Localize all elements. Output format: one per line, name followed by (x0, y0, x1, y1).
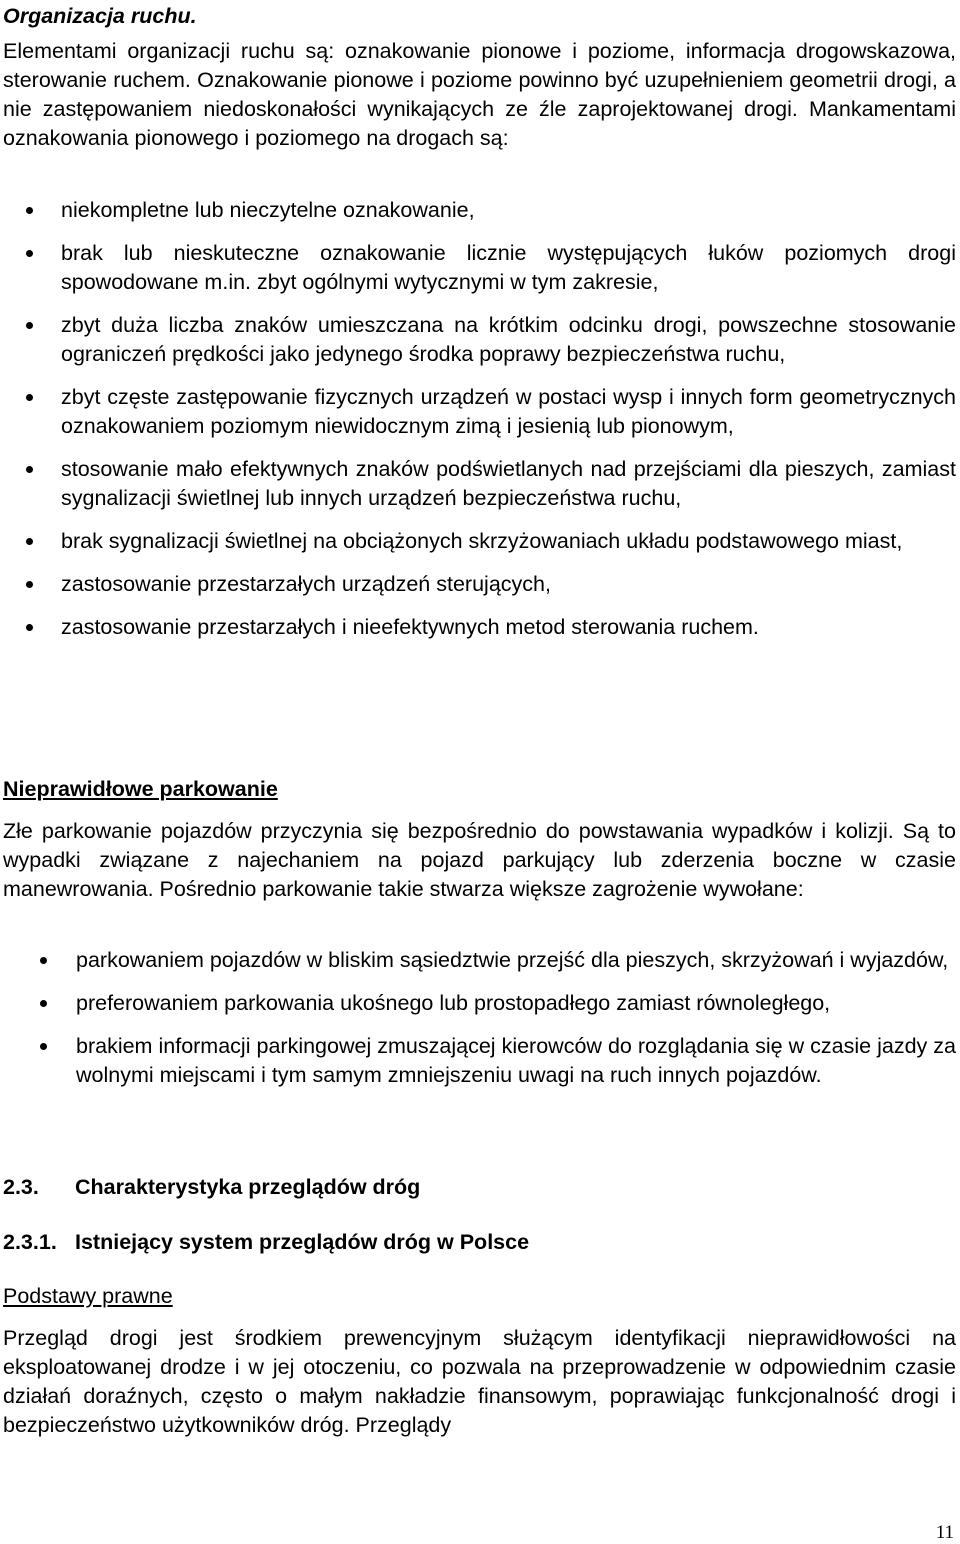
list-item-text: brak sygnalizacji świetlnej na obciążonych skrzyżowaniach układu podstawowego miast, (61, 529, 903, 553)
bullet-icon (40, 1000, 47, 1007)
paragraph-przeglad-drogi: Przegląd drogi jest środkiem prewencyjnym służącym identyfikacji nieprawidłowości na eksploatowanej drodze i w jej otoczeniu, co pozwala na przeprowadzenie w odpowiednim czasie działań doraźnych, często o małym nakładzie finansowym, poprawiając funkcjonalność drogi i bezpieczeństwo użytkowników dróg. Przeglądy (3, 1326, 956, 1437)
list-item-text: stosowanie mało efektywnych znaków podświetlanych nad przejściami dla pieszych, zamiast sygnalizacji świetlnej lub innych urządzeń bezpieczeństwa ruchu, (61, 457, 956, 510)
bullet-icon (40, 1043, 47, 1050)
bullet-icon (26, 394, 33, 401)
bullet-icon (26, 322, 33, 329)
list-item (61, 239, 956, 297)
bullet-icon (40, 957, 47, 964)
section-heading-organizacja: Organizacja ruchu. (3, 4, 197, 28)
list-item-text: zbyt częste zastępowanie fizycznych urządzeń w postaci wysp i innych form geometrycznych oznakowaniem poziomym niewidocznym zimą i jesienią lub pionowym, (61, 385, 956, 438)
section-number: 2.3. (3, 1175, 39, 1199)
list-item (76, 946, 956, 975)
bullet-icon (26, 581, 33, 588)
list-item (61, 527, 956, 556)
list-item-text: zbyt duża liczba znaków umieszczana na krótkim odcinku drogi, powszechne stosowanie ograniczeń prędkości jako jedynego środka poprawy bezpieczeństwa ruchu, (61, 313, 956, 366)
list-item (61, 570, 956, 599)
list-item (76, 989, 956, 1018)
list-item (76, 1032, 956, 1090)
section-heading-charakterystyka (3, 1173, 956, 1202)
section-title: Charakterystyka przeglądów dróg (75, 1175, 421, 1199)
list-item (61, 455, 956, 513)
section-heading-parkowanie: Nieprawidłowe parkowanie (3, 777, 278, 801)
subheading-podstawy-prawne: Podstawy prawne (3, 1284, 173, 1308)
bullet-icon (26, 624, 33, 631)
bullet-list-zagrozenia (76, 946, 956, 1090)
section-heading-istniejacy-system (3, 1228, 956, 1257)
list-item-text: brak lub nieskuteczne oznakowanie licznie występujących łuków poziomych drogi spowodowane m.in. zbyt ogólnymi wytycznymi w tym zakresie, (61, 241, 956, 294)
paragraph-parkowanie-intro: Złe parkowanie pojazdów przyczynia się bezpośrednio do powstawania wypadków i kolizji. Są to wypadki związane z najechaniem na pojazd parkujący lub zderzenia boczne w czasie manewrowania. Pośrednio parkowanie takie stwarza większe zagrożenie wywołane: (3, 819, 956, 901)
bullet-icon (26, 466, 33, 473)
list-item-text: zastosowanie przestarzałych i nieefektywnych metod sterowania ruchem. (61, 615, 759, 639)
list-item (61, 383, 956, 441)
bullet-icon (26, 207, 33, 214)
list-item-text: parkowaniem pojazdów w bliskim sąsiedztwie przejść dla pieszych, skrzyżowań i wyjazdów, (76, 948, 949, 972)
section-title: Istniejący system przeglądów dróg w Polsce (75, 1230, 530, 1254)
list-item-text: niekompletne lub nieczytelne oznakowanie, (61, 198, 475, 222)
section-number: 2.3.1. (3, 1230, 57, 1254)
list-item (61, 613, 956, 642)
paragraph-organizacja-intro: Elementami organizacji ruchu są: oznakowanie pionowe i poziome, informacja drogowskazowa, sterowanie ruchem. Oznakowanie pionowe i poziome powinno być uzupełnieniem geometrii drogi, a nie zastępowaniem niedoskonałości wynikających ze źle zaprojektowanej drogi. Mankamentami oznakowania pionowego i poziomego na drogach są: (3, 39, 956, 150)
list-item-text: brakiem informacji parkingowej zmuszającej kierowców do rozglądania się w czasie jazdy za wolnymi miejscami i tym samym zmniejszeniu uwagi na ruch innych pojazdów. (76, 1034, 956, 1087)
bullet-list-mankamenty (61, 196, 956, 642)
list-item-text: zastosowanie przestarzałych urządzeń sterujących, (61, 572, 551, 596)
bullet-icon (26, 538, 33, 545)
list-item (61, 311, 956, 369)
bullet-icon (26, 250, 33, 257)
page-number: 11 (935, 1522, 954, 1543)
list-item-text: preferowaniem parkowania ukośnego lub prostopadłego zamiast równoległego, (76, 991, 831, 1015)
list-item (61, 196, 956, 225)
